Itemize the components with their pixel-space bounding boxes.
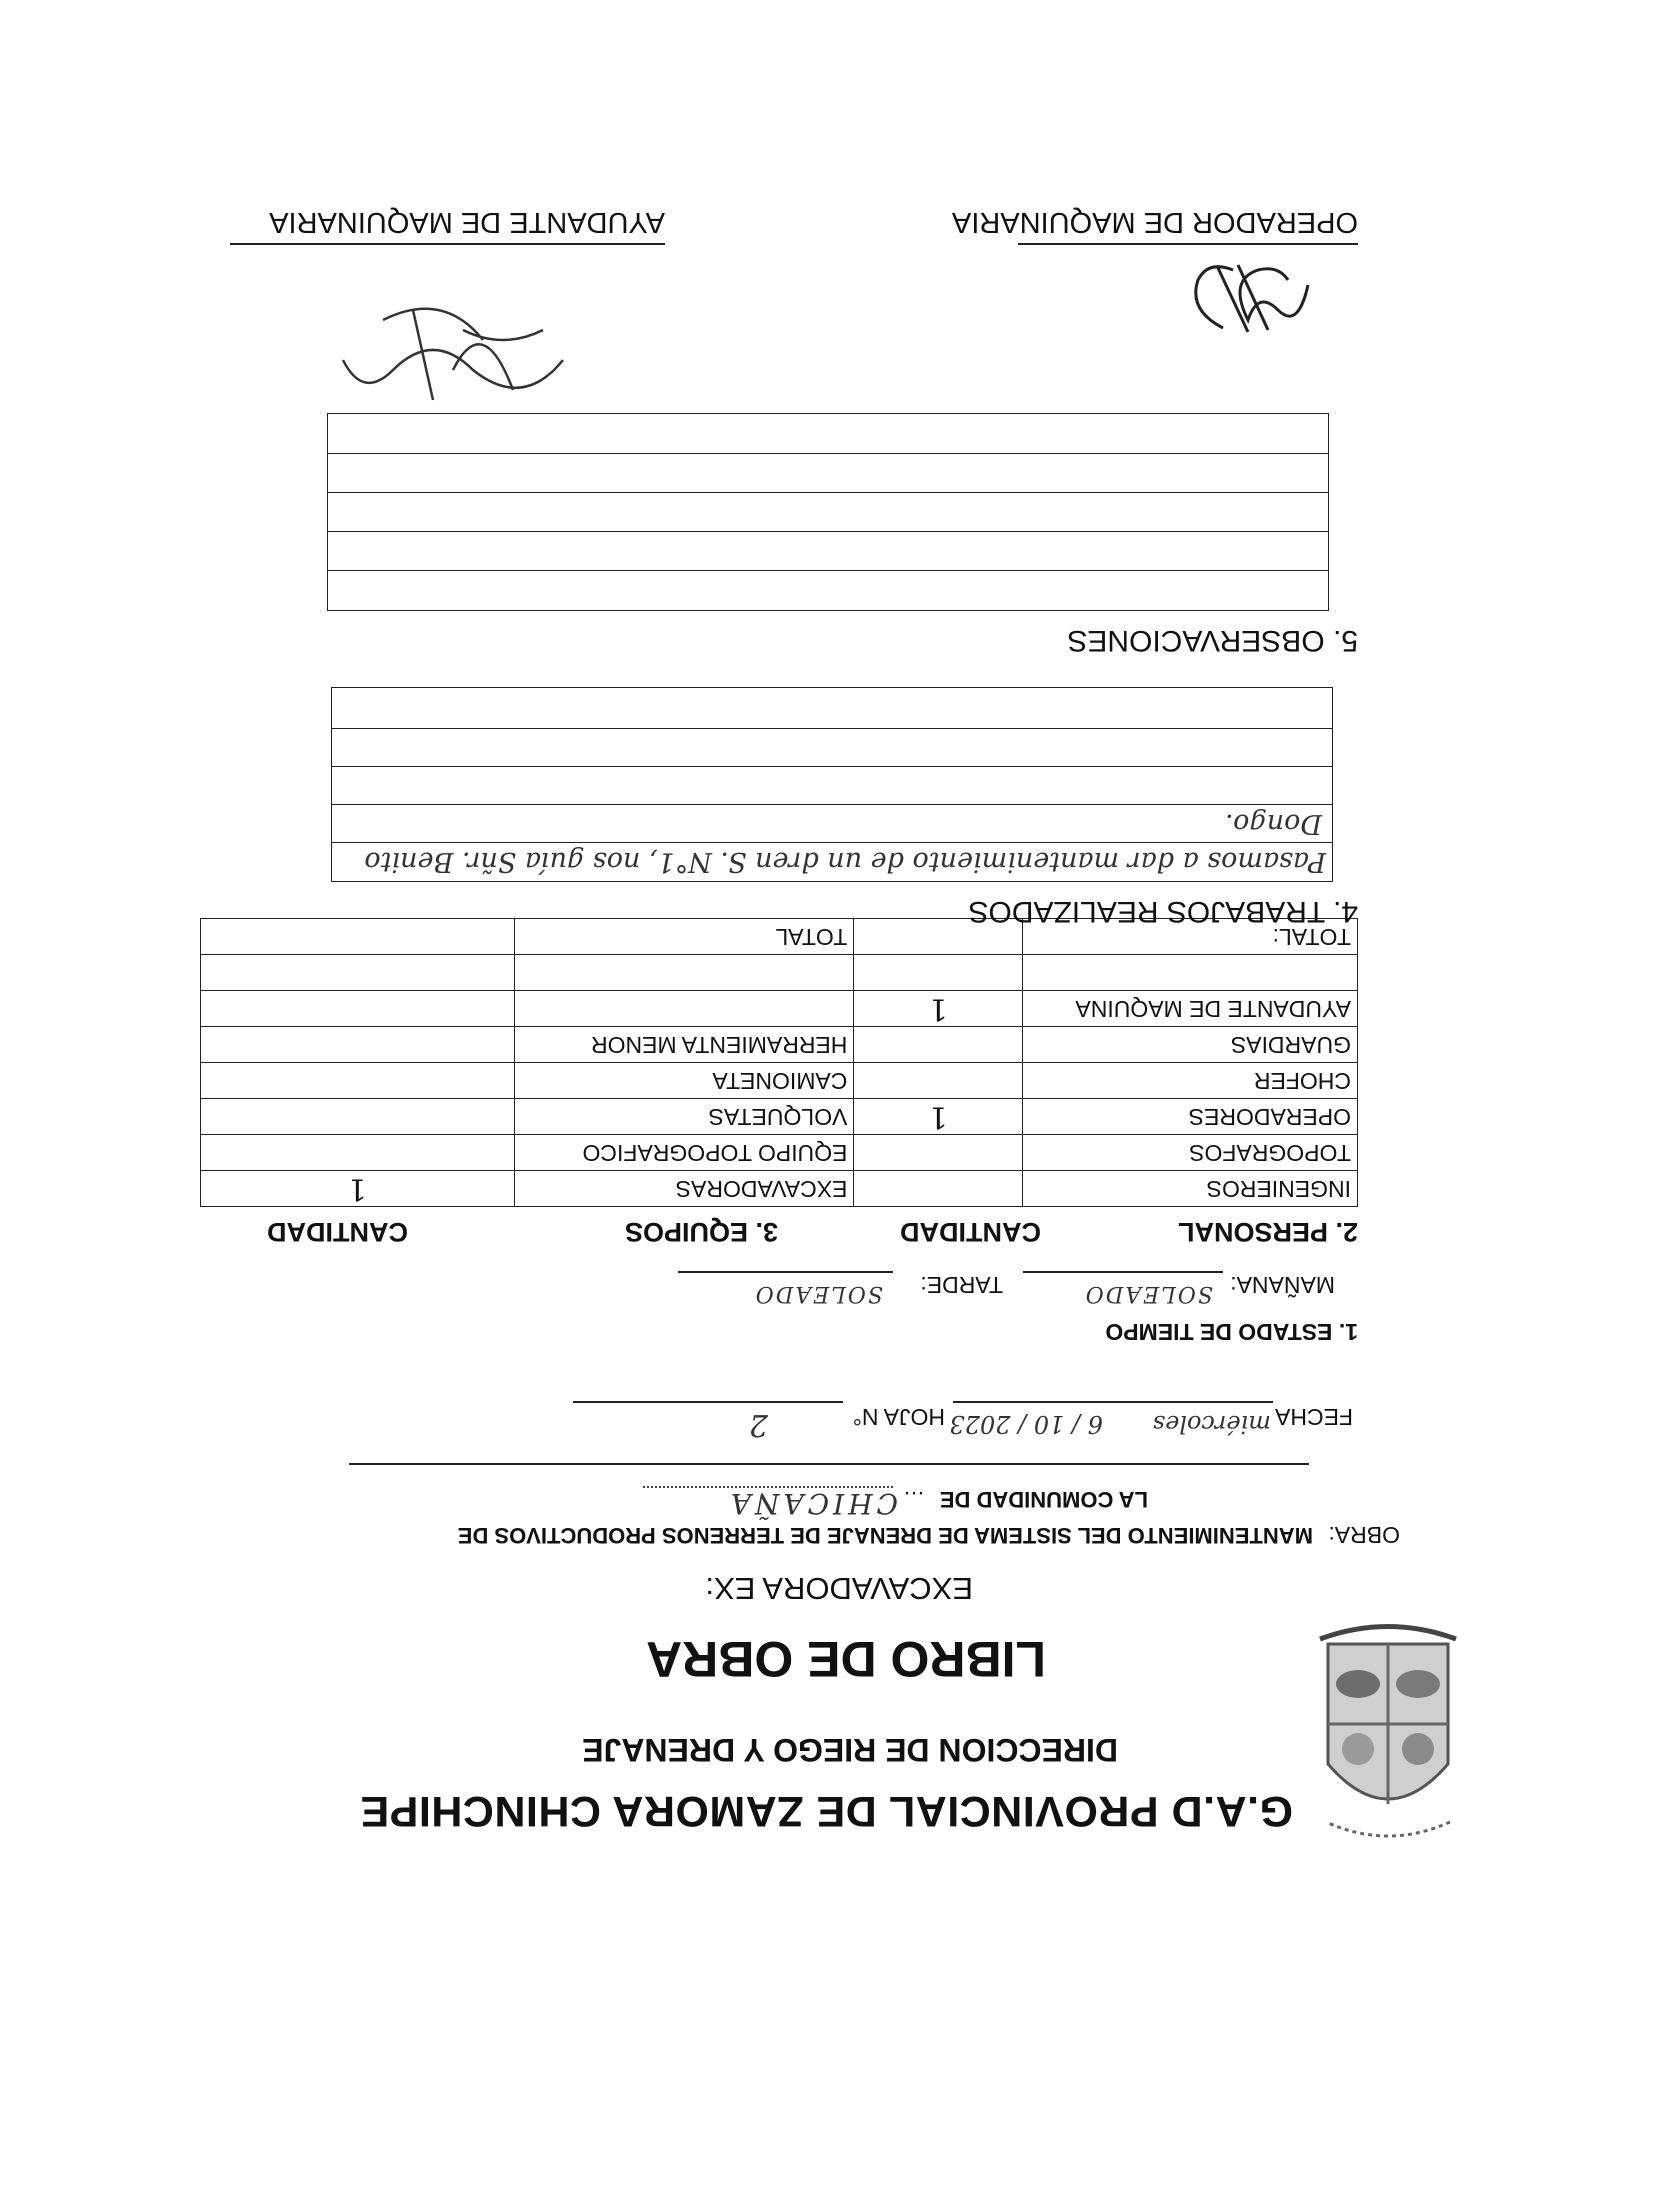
equipo-qty-cell [201,1063,515,1099]
hoja-label: HOJA N° [852,1404,945,1430]
resources-row [201,991,1358,1027]
personal-qty-cell [854,955,1023,991]
personal-qty-cell [854,1135,1023,1171]
trabajos-heading: 4. TRABAJOS REALIZADOS [968,895,1358,928]
equipo-cell: CAMIONETA [514,1063,854,1099]
equipo-cell [514,955,854,991]
personal-qty-cell [854,1027,1023,1063]
personal-cell: TOPOGRAFOS [1023,1135,1358,1171]
fecha-label: FECHA [1275,1404,1353,1430]
personal-cell [1023,955,1358,991]
equipo-qty-cell [201,1135,515,1171]
helper-signature [323,280,583,430]
community-prefix: LA COMUNIDAD DE [939,1487,1148,1512]
community-name: CHICAÑA [726,1487,898,1520]
obra-underline [349,1463,1309,1465]
machine-label: EXCAVADORA EX: [705,1571,973,1606]
observaciones-heading: 5. OBSERVACIONES [1067,624,1358,657]
trabajos-line-1: Pasamos a dar mantenimiento de un dren S. N°1, nos guía Sñr. Benito [364,846,1326,877]
resources-row [201,1099,1358,1135]
equipo-cell: EQUIPO TOPOGRAFICO [514,1135,854,1171]
equipo-cell: HERRAMIENTA MENOR [514,1027,854,1063]
personal-qty-cell: 1 [854,991,1023,1027]
equipo-qty-cell [201,991,515,1027]
equipo-cell: TOTAL [514,919,854,955]
afternoon-underline [678,1271,893,1273]
equipo-cell: VOLQUETAS [514,1099,854,1135]
personal-qty-cell [854,1171,1023,1207]
morning-value: SOLEADO [1083,1281,1213,1306]
afternoon-value: SOLEADO [753,1281,883,1306]
fecha-day: miércoles [1152,1410,1271,1438]
resources-row [201,955,1358,991]
helper-signature-line [230,243,665,245]
helper-label: AYUDANTE DE MAQUINARIA [269,206,665,238]
personal-cell: AYUDANTE DE MAQUINA [1023,991,1358,1027]
personal-qty-cell: 1 [854,1099,1023,1135]
personal-cell: CHOFER [1023,1063,1358,1099]
equipos-heading: 3. EQUIPOS [624,1217,778,1247]
equipo-qty-cell: 1 [201,1171,515,1207]
fecha-date: 6 / 10 / 2023 [949,1410,1103,1438]
equipo-qty-cell [201,955,515,991]
equipo-cell: EXCAVADORAS [514,1171,854,1207]
operator-label: OPERADOR DE MAQUINARIA [951,206,1358,238]
obra-description: MANTENIMIENTO DEL SISTEMA DE DRENAJE DE TERRENOS PRODUCTIVOS DE [457,1523,1313,1548]
obra-label: OBRA: [1328,1522,1400,1548]
equipo-qty-cell [201,919,515,955]
observaciones-box [327,413,1329,611]
personal-cell: GUARDIAS [1023,1027,1358,1063]
equipos-qty-heading: CANTIDAD [267,1217,408,1247]
personal-cell: TOTAL: [1023,919,1358,955]
resources-row [201,1063,1358,1099]
equipo-qty-cell [201,1027,515,1063]
provincial-seal-logo [1308,1614,1468,1844]
trabajos-box [331,687,1333,882]
personal-qty-cell [854,1063,1023,1099]
weather-heading: 1. ESTADO DE TIEMPO [1105,1319,1358,1345]
resources-row [201,1171,1358,1207]
operator-signature [1168,255,1318,340]
resources-table [200,918,1358,1207]
personal-cell: OPERADORES [1023,1099,1358,1135]
resources-row [201,1135,1358,1171]
community-dotted-line [643,1486,893,1488]
equipo-qty-cell [201,1099,515,1135]
personal-heading: 2. PERSONAL [1177,1217,1358,1247]
community-dots: … [903,1487,925,1512]
personal-qty-heading: CANTIDAD [900,1217,1041,1247]
department-name: DIRECCION DE RIEGO Y DRENAJE [582,1732,1118,1768]
organization-name: G.A.D PROVINCIAL DE ZAMORA CHINCHIPE [360,1787,1293,1835]
morning-underline [1023,1271,1223,1273]
resources-row [201,1027,1358,1063]
trabajos-line-2: Dongo. [1225,808,1322,839]
equipo-cell [514,991,854,1027]
operator-signature-line [1018,243,1358,245]
morning-label: MAÑANA: [1230,1272,1335,1298]
fecha-underline [953,1401,1273,1403]
hoja-value: 2 [748,1407,768,1442]
personal-cell: INGENIEROS [1023,1171,1358,1207]
page-title: LIBRO DE OBRA [646,1631,1046,1687]
hoja-underline [573,1401,843,1403]
afternoon-label: TARDE: [920,1272,1003,1298]
